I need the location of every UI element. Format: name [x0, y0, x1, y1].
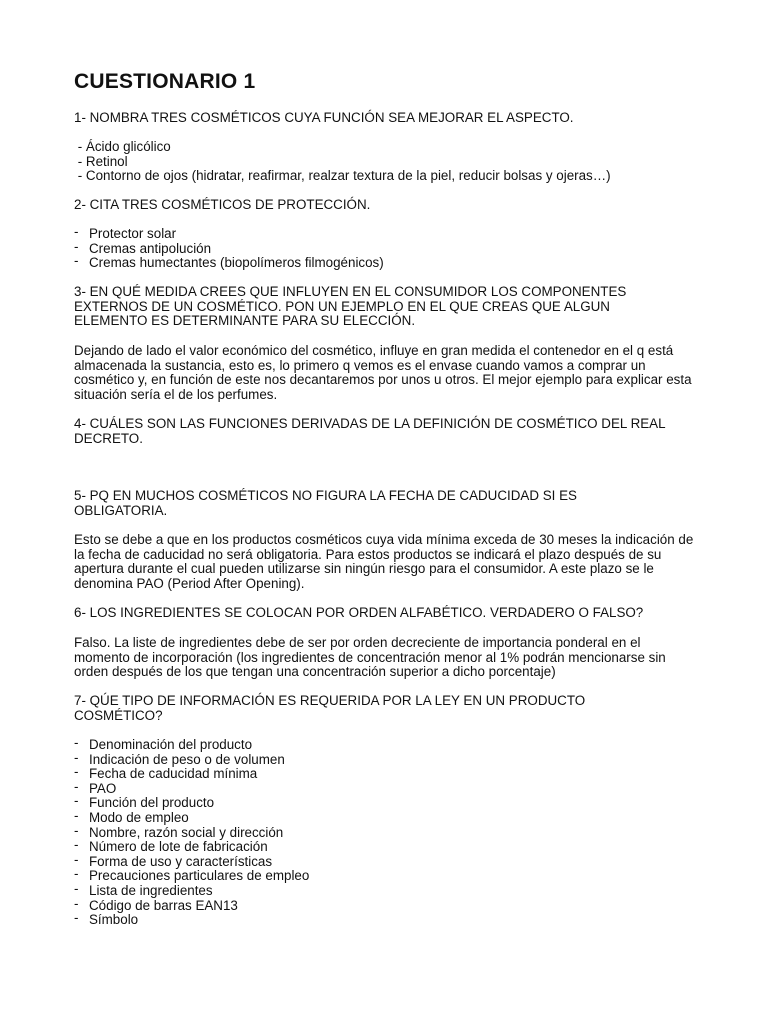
- list-item-text: Nombre, razón social y dirección: [89, 824, 284, 840]
- dash-bullet: -: [74, 735, 79, 750]
- list-item-text: Número de lote de fabricación: [89, 839, 268, 855]
- list-item: [74, 253, 384, 271]
- list-item: [74, 837, 309, 855]
- question-7: 7- QÚE TIPO DE INFORMACIÓN ES REQUERIDA POR LA LEY EN UN PRODUCTO COSMÉTICO?: [74, 693, 586, 723]
- list-item: - Ácido glicólico: [74, 139, 171, 154]
- answer-1-list: [74, 140, 611, 184]
- list-item: - Contorno de ojos (hidratar, reafirmar, realzar textura de la piel, reducir bolsas y ojeras…): [74, 168, 611, 184]
- list-item: [74, 749, 309, 768]
- list-item-text: Precauciones particulares de empleo: [89, 868, 310, 884]
- dash-bullet: -: [74, 895, 79, 911]
- dash-bullet: -: [74, 807, 79, 823]
- question-2: 2- CITA TRES COSMÉTICOS DE PROTECCIÓN.: [74, 197, 371, 212]
- dash-bullet: -: [74, 851, 79, 867]
- list-item: [74, 238, 384, 257]
- list-item: [74, 895, 309, 914]
- list-item: - Retinol: [74, 153, 128, 169]
- list-item: [74, 764, 309, 782]
- dash-bullet: -: [74, 749, 79, 765]
- dash-bullet: -: [74, 764, 79, 780]
- list-item-text: Denominación del producto: [89, 737, 253, 752]
- list-item-text: Cremas antipolución: [89, 240, 212, 256]
- dash-bullet: -: [74, 822, 79, 838]
- dash-bullet: -: [74, 910, 79, 926]
- question-5: 5- PQ EN MUCHOS COSMÉTICOS NO FIGURA LA FECHA DE CADUCIDAD SI ES OBLIGATORIA.: [74, 488, 577, 518]
- list-item-text: Lista de ingredientes: [89, 882, 213, 898]
- list-item-text: Fecha de caducidad mínima: [89, 766, 258, 782]
- list-item: [74, 910, 309, 928]
- dash-bullet: -: [74, 238, 79, 254]
- list-item-text: Forma de uso y características: [89, 853, 273, 869]
- document-title: CUESTIONARIO 1: [74, 70, 256, 93]
- list-item-text: Protector solar: [89, 226, 177, 241]
- question-3: 3- EN QUÉ MEDIDA CREES QUE INFLUYEN EN EL CONSUMIDOR LOS COMPONENTES EXTERNOS DE UN COSMÉTICO. PON UN EJEMPLO EN EL QUE CREAS QUE ALGUN ELEMENTO ES DETERMINANTE PARA SU ELECCIÓN.: [74, 284, 627, 329]
- list-item: [74, 807, 309, 826]
- dash-bullet: -: [74, 837, 79, 853]
- dash-bullet: -: [74, 253, 79, 269]
- dash-bullet: -: [74, 880, 79, 896]
- list-item: [74, 822, 309, 841]
- list-item: [74, 851, 309, 870]
- question-6: 6- LOS INGREDIENTES SE COLOCAN POR ORDEN ALFABÉTICO. VERDADERO O FALSO?: [74, 605, 644, 620]
- dash-bullet: -: [74, 866, 79, 882]
- dash-bullet: -: [74, 778, 79, 794]
- dash-bullet: -: [74, 224, 79, 239]
- list-item: [74, 793, 309, 811]
- list-item: [74, 735, 309, 753]
- answer-6: Falso. La liste de ingredientes debe de ser por orden decreciente de importancia ponderal en el momento de incorporación (los ingredientes de concentración menor al 1% podrán mencionarse sin orden después de los que tengan una concentración superior a dicho porcentaje): [74, 635, 666, 680]
- list-item: [74, 880, 309, 899]
- list-item: [74, 866, 310, 884]
- list-item: [74, 778, 309, 797]
- answer-3: Dejando de lado el valor económico del cosmético, influye en gran medida el contenedor en el q está almacenada la sustancia, esto es, lo primero q vemos es el envase cuando vamos a comprar un cosmético y, en función de este nos decantaremos por unos u otros. El mejor ejemplo para explicar esta situación sería el de los perfumes.: [74, 343, 692, 402]
- list-item-text: Modo de empleo: [89, 809, 189, 825]
- list-item-text: Función del producto: [89, 795, 215, 811]
- answer-7-list: [74, 735, 310, 928]
- question-1: 1- NOMBRA TRES COSMÉTICOS CUYA FUNCIÓN SEA MEJORAR EL ASPECTO.: [74, 110, 574, 125]
- answer-2-list: [74, 224, 384, 271]
- list-item-text: Símbolo: [89, 912, 139, 928]
- list-item-text: Código de barras EAN13: [89, 897, 238, 913]
- answer-5: Esto se debe a que en los productos cosméticos cuya vida mínima exceda de 30 meses la indicación de la fecha de caducidad no será obligatoria. Para estos productos se indicará el plazo después de su apertura durante el cual pueden utilizarse sin ningún riesgo para el consumidor. A este plazo se le denomina PAO (Period After Opening).: [74, 532, 694, 591]
- list-item-text: PAO: [89, 780, 117, 796]
- list-item-text: Cremas humectantes (biopolímeros filmogénicos): [89, 255, 384, 271]
- list-item-text: Indicación de peso o de volumen: [89, 751, 285, 767]
- question-4: 4- CUÁLES SON LAS FUNCIONES DERIVADAS DE LA DEFINICIÓN DE COSMÉTICO DEL REAL DECRETO.: [74, 416, 666, 446]
- dash-bullet: -: [74, 793, 79, 809]
- list-item: [74, 224, 384, 242]
